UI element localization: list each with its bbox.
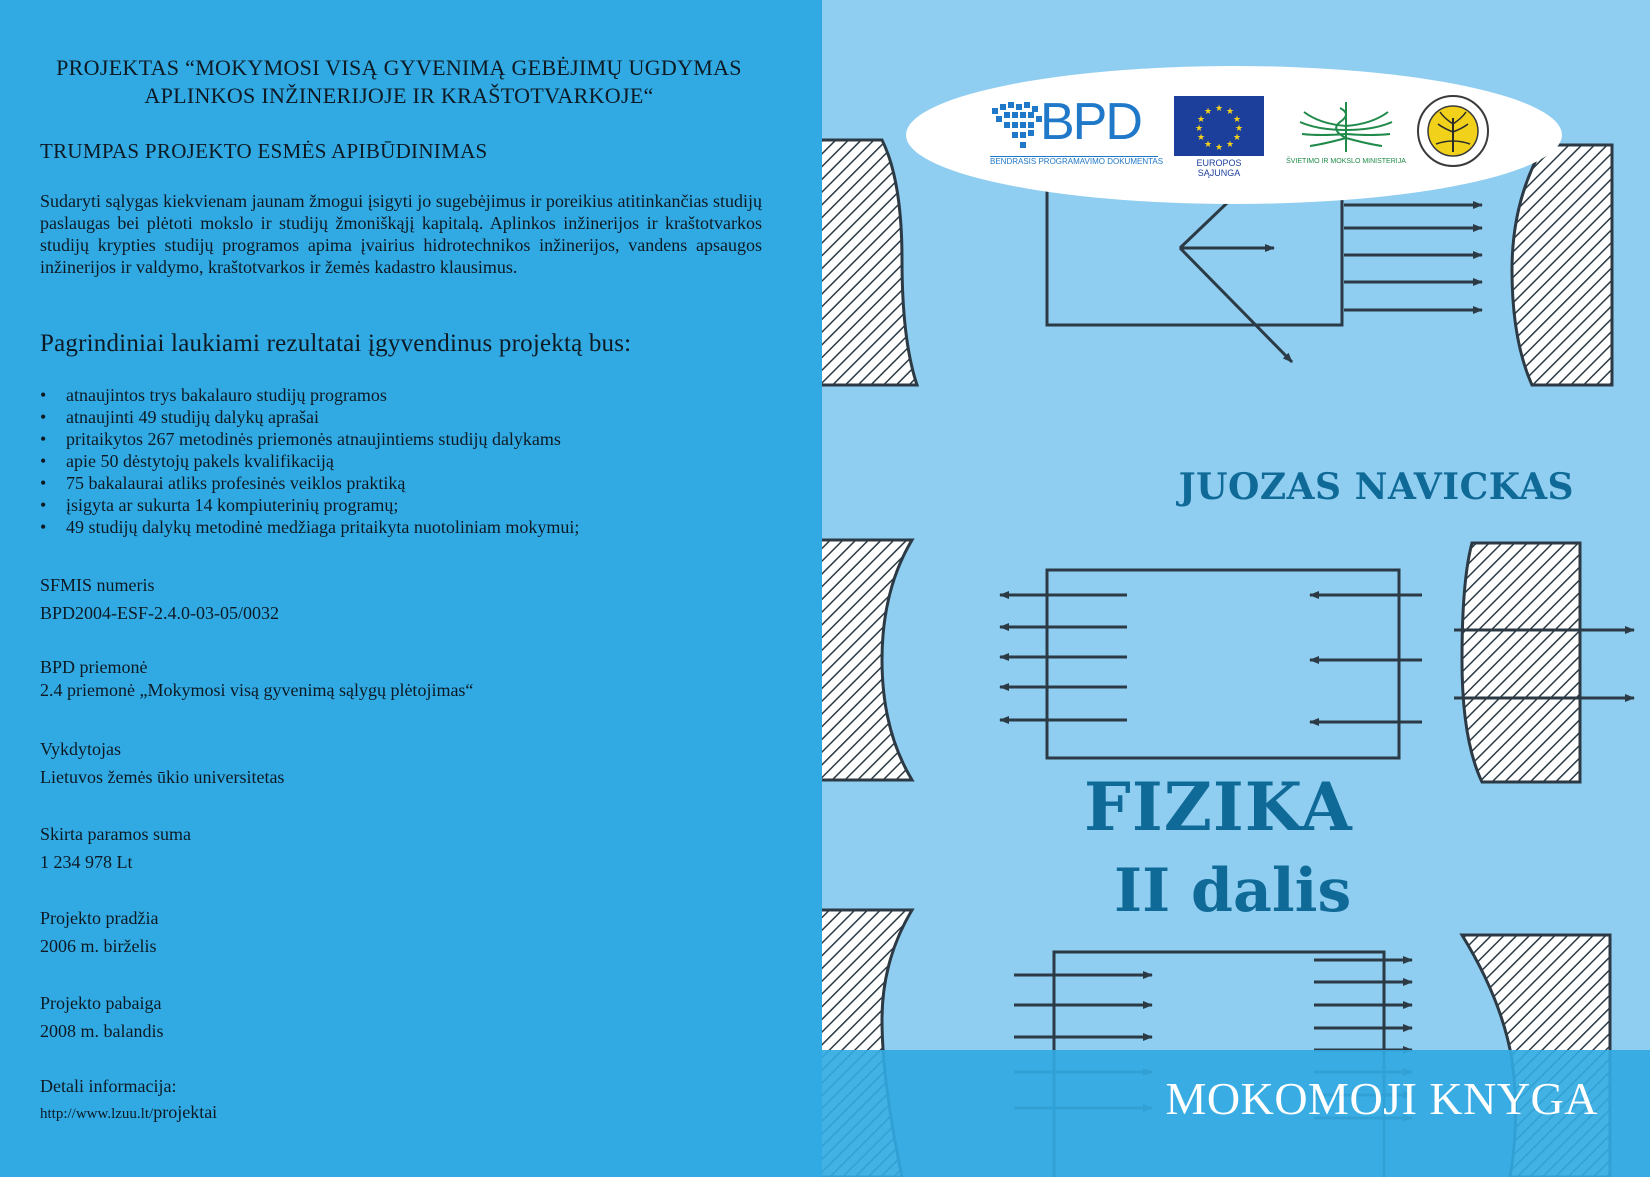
back-cover (0, 0, 822, 1177)
funding-label: Skirta paramos suma (40, 824, 191, 844)
details-url-path: projektai (153, 1102, 218, 1122)
bpd-text: BPD (1040, 93, 1141, 151)
summary-text: Sudaryti sąlygas kiekvienam jaunam žmogui įsigyti jo sugebėjimus ir poreikius atitinkančias studijų paslaugas bei plėtoti mokslo ir studijų žmoniškąjį kapitalą. Aplinkos inžinerijos ir kraštotvarkos studijų krypties studijų programos apima įvairius hidrotechnikos inžinerijos, vandens apsaugos inžinerijos ir valdymo, kraštotvarkos ir žemės kadastro klausimus. (40, 191, 762, 277)
list-item: • atnaujintos trys bakalauro studijų programos (40, 384, 579, 406)
executor-value: Lietuvos žemės ūkio universitetas (40, 767, 285, 787)
details-url: http://www.lzuu.lt/ (40, 1106, 154, 1122)
start-block (40, 904, 158, 960)
summary-heading: TRUMPAS PROJEKTO ESMĖS APIBŪDINIMAS (40, 139, 488, 163)
list-item: • atnaujinti 49 studijų dalykų aprašai (40, 406, 579, 428)
list-item: • apie 50 dėstytojų pakels kvalifikaciją (40, 450, 579, 472)
results-list (40, 384, 579, 538)
end-value: 2008 m. balandis (40, 1021, 164, 1041)
svg-text:★: ★ (1232, 115, 1242, 125)
sfmis-label: SFMIS numeris (40, 575, 155, 595)
bpd-value: 2.4 priemonė „Mokymosi visą gyvenimą sąlygų plėtojimas“ (40, 680, 474, 700)
svg-text:★: ★ (1203, 140, 1213, 150)
ministry-caption: ŠVIETIMO IR MOKSLO MINISTERIJA (1286, 158, 1406, 165)
sfmis-value: BPD2004-ESF-2.4.0-03-05/0032 (40, 603, 280, 623)
project-title (38, 54, 760, 110)
executor-block (40, 735, 284, 791)
svg-text:★: ★ (1196, 133, 1206, 143)
list-item: • 49 studijų dalykų metodinė medžiaga pritaikyta nuotoliniam mokymui; (40, 516, 579, 538)
details-label: Detali informacija: (40, 1076, 177, 1096)
funding-block (40, 820, 191, 876)
svg-text:★: ★ (1214, 143, 1224, 153)
svg-text:★: ★ (1203, 107, 1213, 117)
bpd-logo (990, 93, 1164, 170)
list-item: • 75 bakalaurai atliks profesinės veiklos praktiką (40, 472, 579, 494)
svg-text:★: ★ (1225, 140, 1235, 150)
eu-logo (1174, 96, 1264, 178)
eu-flag-icon (1174, 96, 1264, 156)
results-heading: Pagrindiniai laukiami rezultatai įgyvendinus projektą bus: (40, 330, 632, 357)
book-title: FIZIKA (1084, 768, 1353, 846)
eu-caption: EUROPOS SĄJUNGA (1196, 158, 1242, 178)
author-name: JUOZAS NAVICKAS (1178, 466, 1574, 508)
bpd-block (40, 656, 473, 702)
list-item: • įsigyta ar sukurta 14 kompiuterinių programų; (40, 494, 579, 516)
list-item: • pritaikytos 267 metodinės priemonės atnaujintiems studijų dalykams (40, 428, 579, 450)
svg-text:★: ★ (1225, 107, 1235, 117)
start-label: Projekto pradžia (40, 908, 159, 928)
bpd-label: BPD priemonė (40, 657, 148, 677)
university-seal-icon (1416, 94, 1490, 168)
svg-text:★: ★ (1194, 124, 1204, 134)
svg-text:★: ★ (1196, 115, 1206, 125)
book-subtitle: II dalis (1114, 856, 1352, 926)
executor-label: Vykdytojas (40, 739, 121, 759)
end-block (40, 989, 164, 1045)
project-title-line1: PROJEKTAS “MOKYMOSI VISĄ GYVENIMĄ GEBĖJIMŲ UGDYMAS (56, 55, 742, 80)
university-seal (1416, 94, 1490, 168)
svg-text:★: ★ (1234, 124, 1244, 134)
start-value: 2006 m. birželis (40, 936, 157, 956)
ministry-emblem-icon (1290, 94, 1402, 156)
funding-value: 1 234 978 Lt (40, 852, 133, 872)
project-title-line2: APLINKOS INŽINERIJOJE IR KRAŠTOTVARKOJE“ (144, 83, 654, 108)
bpd-caption: BENDRASIS PROGRAMAVIMO DOKUMENTAS (990, 157, 1164, 166)
end-label: Projekto pabaiga (40, 993, 162, 1013)
svg-text:★: ★ (1232, 133, 1242, 143)
sfmis-block (40, 571, 279, 627)
logo-ellipse (906, 66, 1562, 204)
svg-text:★: ★ (1214, 104, 1224, 114)
details-link[interactable] (40, 1099, 217, 1127)
ministry-logo (1286, 94, 1406, 170)
book-type: MOKOMOJI KNYGA (1165, 1073, 1598, 1124)
front-cover (822, 0, 1650, 1177)
details-block (40, 1073, 217, 1127)
